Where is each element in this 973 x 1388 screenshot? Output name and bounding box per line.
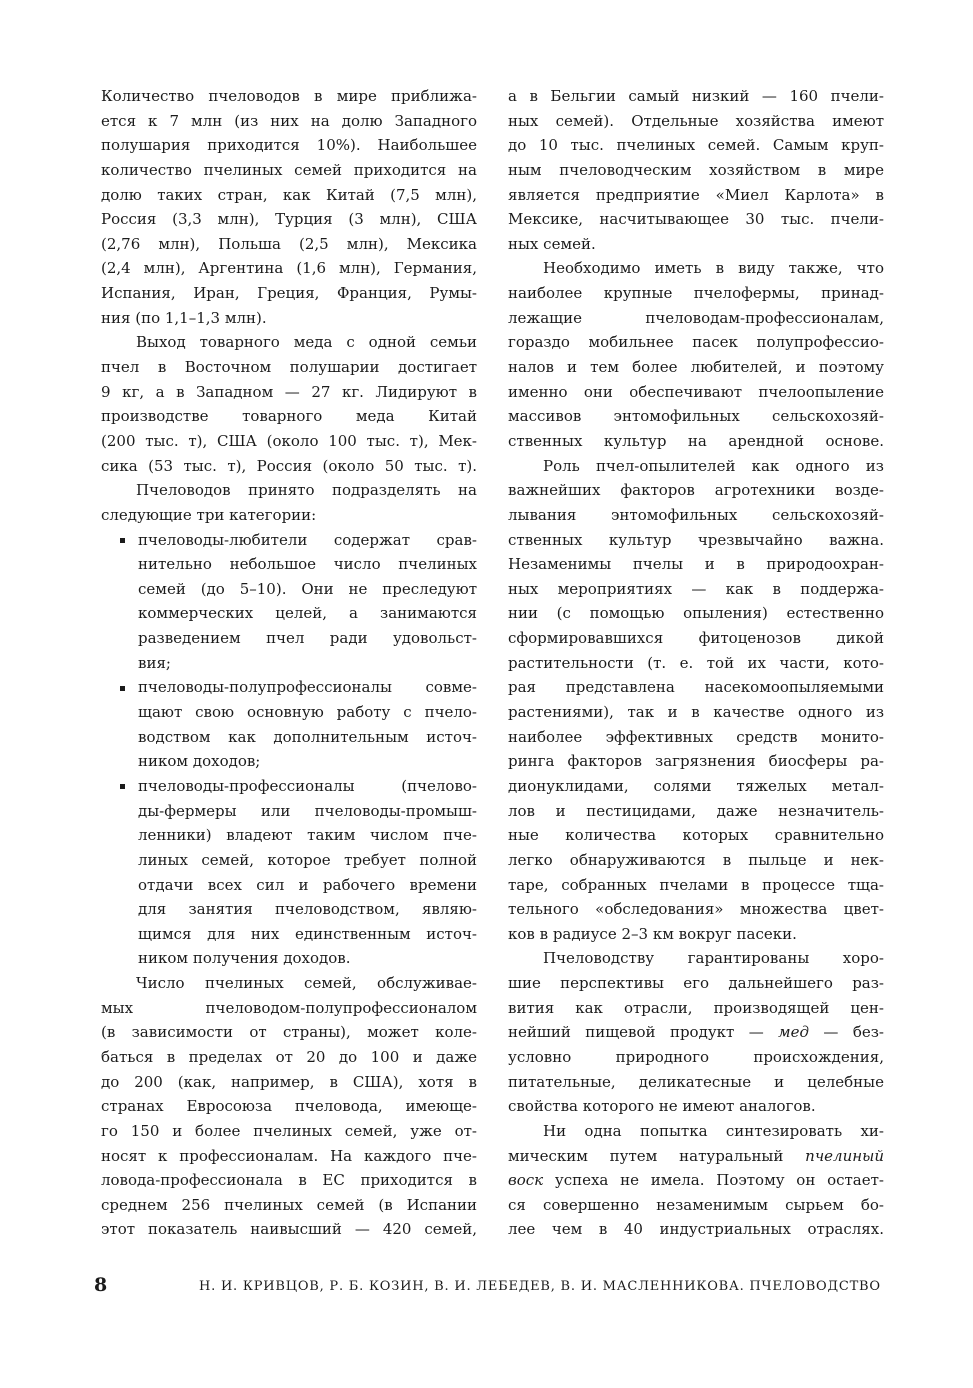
text-line: разведением пчел ради удовольст- bbox=[138, 629, 477, 648]
bullet-item bbox=[101, 774, 477, 971]
text-line bbox=[508, 1144, 884, 1169]
text-line: ником получения доходов. bbox=[138, 949, 351, 968]
text-line: сика (53 тыс. т), Россия (около 50 тыс. т). bbox=[101, 456, 477, 475]
text-line: пчеловоды-профессионалы (пчелово- bbox=[138, 776, 477, 795]
text-line: Число пчелиных семей, обслуживае- bbox=[136, 974, 477, 993]
bullet-square-icon bbox=[120, 686, 125, 691]
text-line: ется к 7 млн (из них на долю Западного bbox=[101, 111, 477, 130]
text-line: Пчеловодов принято подразделять на bbox=[136, 481, 477, 500]
paragraph bbox=[101, 971, 477, 1242]
text-line: ды-фермеры или пчеловоды-промыш- bbox=[138, 801, 477, 820]
text-line: ков в радиусе 2–3 км вокруг пасеки. bbox=[508, 924, 797, 943]
text-line: Мексике, насчитывающее 30 тыс. пчели- bbox=[508, 210, 884, 229]
text-line: Количество пчеловодов в мире приближа- bbox=[101, 87, 477, 105]
emphasis-text: пчелиный bbox=[805, 1146, 884, 1165]
text-line bbox=[508, 1020, 884, 1045]
text-line: Пчеловодству гарантированы хоро- bbox=[543, 949, 884, 968]
text-segment: мическим путем натуральный bbox=[508, 1146, 806, 1165]
text-line: ных семей. bbox=[508, 234, 596, 253]
text-line: Россия (3,3 млн), Турция (3 млн), США bbox=[101, 210, 477, 229]
text-line: условно природного происхождения, bbox=[508, 1047, 884, 1066]
text-line: количество пчелиных семей приходится на bbox=[101, 160, 477, 179]
text-line: ся совершенно незаменимым сырьем бо- bbox=[508, 1195, 884, 1214]
text-line: го 150 и более пчелиных семей, уже от- bbox=[101, 1121, 477, 1140]
text-line: ных семей). Отдельные хозяйства имеют bbox=[508, 111, 884, 130]
text-line: ником доходов; bbox=[138, 752, 261, 771]
text-line: лее чем в 40 индустриальных отраслях. bbox=[508, 1220, 884, 1239]
text-line: ных мероприятиях — как в поддержа- bbox=[508, 579, 884, 598]
text-line: дионуклидами, солями тяжелых метал- bbox=[508, 776, 884, 795]
paragraph bbox=[508, 84, 884, 256]
text-line: ловода-профессионала в ЕС приходится в bbox=[101, 1171, 477, 1190]
text-line: пчеловоды-полупрофессионалы совме- bbox=[138, 678, 477, 697]
bullet-square-icon bbox=[120, 784, 125, 789]
paragraph bbox=[508, 454, 884, 947]
text-line: (2,76 млн), Польша (2,5 млн), Мексика bbox=[101, 234, 477, 253]
text-line: важнейших факторов агротехники возде- bbox=[508, 481, 884, 500]
text-line: Незаменимы пчелы и в природоохран- bbox=[508, 555, 884, 574]
text-line: нии (с помощью опыления) естественно bbox=[508, 604, 884, 623]
text-line: среднем 256 пчелиных семей (в Испании bbox=[101, 1195, 477, 1214]
text-line: 9 кг, а в Западном — 27 кг. Лидируют в bbox=[101, 382, 477, 401]
text-line: водством как дополнительным источ- bbox=[138, 727, 477, 746]
text-line: гораздо мобильнее пасек полупрофессио- bbox=[508, 333, 884, 352]
paragraph bbox=[101, 84, 477, 330]
text-line: растительности (т. е. той их части, кото- bbox=[508, 653, 884, 672]
text-line: лывания энтомофильных сельскохозяй- bbox=[508, 505, 884, 524]
text-line: до 200 (как, например, в США), хотя в bbox=[101, 1072, 477, 1091]
text-line: нительно небольшое число пчелиных bbox=[138, 555, 477, 574]
text-line: этот показатель наивысший — 420 семей, bbox=[101, 1220, 477, 1239]
text-line: коммерческих целей, а занимаются bbox=[138, 604, 477, 623]
text-line: ственных культур чрезвычайно важна. bbox=[508, 530, 884, 549]
text-line: пчел в Восточном полушарии достигает bbox=[101, 358, 477, 377]
text-line: полушария приходится 10%). Наибольшее bbox=[101, 136, 477, 155]
text-line: щимся для них единственным источ- bbox=[138, 924, 477, 943]
text-line: ственных культур на арендной основе. bbox=[508, 431, 884, 450]
text-line: Выход товарного меда с одной семьи bbox=[136, 333, 477, 352]
text-line: ленники) владеют таким числом пче- bbox=[138, 826, 477, 845]
text-line: ния (по 1,1–1,3 млн). bbox=[101, 308, 267, 327]
text-line: растениями), так и в качестве одного из bbox=[508, 703, 884, 722]
text-line: баться в пределах от 20 до 100 и даже bbox=[101, 1047, 477, 1066]
text-line: Испания, Иран, Греция, Франция, Румы- bbox=[101, 284, 477, 303]
text-line: пчеловоды-любители содержат срав- bbox=[138, 530, 477, 549]
text-line: питательные, деликатесные и целебные bbox=[508, 1072, 884, 1091]
text-line: именно они обеспечивают пчелоопыление bbox=[508, 382, 884, 401]
text-line: до 10 тыс. пчелиных семей. Самым круп- bbox=[508, 136, 884, 155]
bullet-item bbox=[101, 675, 477, 774]
text-segment: нейший пищевой продукт — bbox=[508, 1023, 779, 1042]
text-line: семей (до 5–10). Они не преследуют bbox=[138, 579, 477, 598]
text-column-left bbox=[101, 84, 477, 1242]
text-line: ринга факторов загрязнения биосферы ра- bbox=[508, 752, 884, 771]
page-number: 8 bbox=[94, 1274, 108, 1296]
text-line: отдачи всех сил и рабочего времени bbox=[138, 875, 477, 894]
text-line: производстве товарного меда Китай bbox=[101, 407, 477, 426]
text-line: сформировавшихся фитоценозов дикой bbox=[508, 629, 884, 648]
text-line: (2,4 млн), Аргентина (1,6 млн), Германия, bbox=[101, 259, 477, 278]
text-line: Роль пчел-опылителей как одного из bbox=[543, 456, 884, 475]
text-line: щают свою основную работу с пчело- bbox=[138, 703, 477, 722]
text-segment: — без- bbox=[808, 1023, 884, 1042]
text-line: наиболее крупные пчелофермы, принад- bbox=[508, 284, 884, 303]
text-line: носят к профессионалам. На каждого пче- bbox=[101, 1146, 477, 1165]
bullet-item bbox=[101, 528, 477, 676]
bullet-square-icon bbox=[120, 538, 125, 543]
text-line: странах Евросоюза пчеловода, имеюще- bbox=[101, 1097, 477, 1116]
running-title: Н. И. КРИВЦОВ, Р. Б. КОЗИН, В. И. ЛЕБЕДЕВ, В. И. МАСЛЕННИКОВА. ПЧЕЛОВОДСТВО bbox=[199, 1279, 881, 1294]
text-line: следующие три категории: bbox=[101, 505, 317, 524]
paragraph bbox=[101, 478, 477, 527]
text-line: шие перспективы его дальнейшего раз- bbox=[508, 974, 884, 993]
text-line: Ни одна попытка синтезировать хи- bbox=[543, 1121, 884, 1140]
text-line: (в зависимости от страны), может коле- bbox=[101, 1023, 477, 1042]
text-segment: успеха не имела. Поэтому он остает- bbox=[543, 1171, 884, 1190]
text-column-right bbox=[508, 84, 884, 1242]
text-line: лежащие пчеловодам-профессионалам, bbox=[508, 308, 884, 327]
text-line: мых пчеловодом-полупрофессионалом bbox=[101, 998, 477, 1017]
text-line: вия; bbox=[138, 653, 171, 672]
text-line: долю таких стран, как Китай (7,5 млн), bbox=[101, 185, 477, 204]
text-line: рая представлена насекомоопыляемыми bbox=[508, 678, 884, 697]
emphasis-text: мед bbox=[778, 1023, 809, 1042]
text-line: ным пчеловодческим хозяйством в мире bbox=[508, 160, 884, 179]
text-line: массивов энтомофильных сельскохозяй- bbox=[508, 407, 884, 426]
paragraph bbox=[508, 256, 884, 453]
text-line: вития как отрасли, производящей цен- bbox=[508, 998, 884, 1017]
text-line: наиболее эффективных средств монито- bbox=[508, 727, 884, 746]
text-line: свойства которого не имеют аналогов. bbox=[508, 1097, 816, 1116]
text-line: линых семей, которое требует полной bbox=[138, 850, 477, 869]
text-line bbox=[508, 1168, 884, 1193]
text-line: для занятия пчеловодством, являю- bbox=[138, 900, 477, 919]
text-line: легко обнаруживаются в пыльце и нек- bbox=[508, 850, 884, 869]
text-line: лов и пестицидами, даже незначитель- bbox=[508, 801, 884, 820]
text-line: (200 тыс. т), США (около 100 тыс. т), Мек- bbox=[101, 431, 477, 450]
text-line: тельного «обследования» множества цвет- bbox=[508, 900, 884, 919]
emphasis-text: воск bbox=[508, 1171, 544, 1190]
text-line: Необходимо иметь в виду также, что bbox=[543, 259, 884, 278]
text-line: является предприятие «Миел Карлота» в bbox=[508, 185, 884, 204]
paragraph bbox=[508, 1119, 884, 1242]
text-line: ные количества которых сравнительно bbox=[508, 826, 884, 845]
text-line: налов и тем более любителей, и поэтому bbox=[508, 358, 884, 377]
text-line: таре, собранных пчелами в процессе тща- bbox=[508, 875, 884, 894]
paragraph bbox=[508, 946, 884, 1118]
paragraph bbox=[101, 330, 477, 478]
text-line: а в Бельгии самый низкий — 160 пчели- bbox=[508, 87, 884, 105]
